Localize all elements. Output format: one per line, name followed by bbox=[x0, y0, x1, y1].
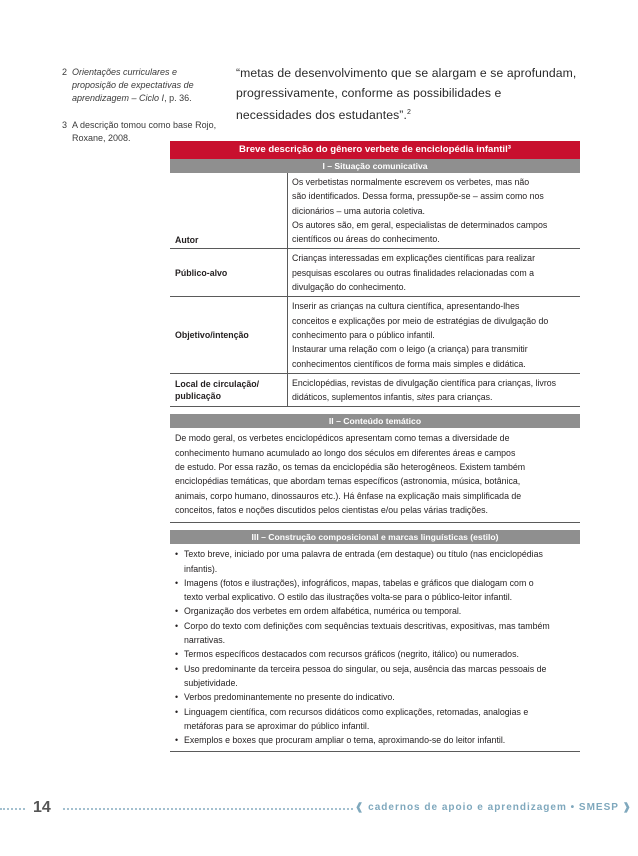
row-value bbox=[288, 249, 580, 296]
footnote-text: A descrição tomou como base Rojo, Roxane, 2008. bbox=[72, 120, 217, 143]
list-item: • Texto breve, iniciado por uma palavra de entrada (em destaque) ou título (nas enciclopédias infantis). bbox=[175, 547, 576, 576]
row-label bbox=[170, 374, 288, 407]
thematic-content-paragraph bbox=[170, 428, 580, 523]
row-line: dicionários – uma autoria coletiva. bbox=[292, 205, 426, 216]
row-label-line: publicação bbox=[175, 391, 221, 402]
row-line: Os verbetistas normalmente escrevem os verbetes, mas não bbox=[292, 177, 530, 187]
row-line: Inserir as crianças na cultura científica, apresentando-lhes bbox=[292, 301, 520, 312]
list-item: • Imagens (fotos e ilustrações), infográficos, mapas, tabelas e gráficos que dialogam com o texto verbal explicativo. O estilo das ilustrações volta-se para o público-leitor infantil. bbox=[175, 576, 576, 605]
footnote-2 bbox=[62, 66, 222, 105]
row-line: são identificados. Dessa forma, pressupõe-se – assim como nos bbox=[292, 191, 544, 202]
quote-text: “metas de desenvolvimento que se alargam e se aprofundam, progressivamente, conforme as possibilidades e necessidades dos estudantes”. bbox=[236, 66, 577, 123]
footnote-number: 3 bbox=[62, 120, 68, 130]
paragraph-line: conhecimento humano acumulado ao longo dos séculos em diferentes áreas e campos bbox=[175, 447, 516, 458]
row-text: para crianças. bbox=[434, 392, 493, 403]
section-header-communicative: I – Situação comunicativa bbox=[170, 159, 580, 173]
table-row bbox=[170, 173, 580, 249]
composition-bullet-list bbox=[170, 544, 580, 752]
quote-footnote-ref: 2 bbox=[406, 109, 411, 116]
list-item: • Corpo do texto com definições com sequências textuais descritivas, expositivas, mas também narrativas. bbox=[175, 619, 576, 648]
paragraph-line: enciclopédias temáticas, que abordam temas específicos (astronomia, música, botânica, bbox=[175, 476, 521, 487]
row-value bbox=[288, 374, 580, 407]
page-number: 14 bbox=[33, 799, 51, 816]
section-header-thematic: II – Conteúdo temático bbox=[170, 414, 580, 428]
page-footer bbox=[0, 798, 638, 818]
row-line: conhecimento para o público infantil. bbox=[292, 329, 435, 340]
row-line: conceitos e explicações por meio de estratégias de divulgação do bbox=[292, 315, 549, 326]
section-header-composition: III – Construção composicional e marcas linguísticas (estilo) bbox=[170, 530, 580, 544]
series-brand: ❰ cadernos de apoio e aprendizagem • SMESP ❱ bbox=[355, 802, 632, 813]
footer-dotted-rule bbox=[63, 808, 353, 810]
row-line: Os autores são, em geral, especialistas de determinados campos bbox=[292, 219, 548, 230]
row-label-line: Local de circulação/ bbox=[175, 379, 260, 390]
row-line: pesquisas escolares ou outras finalidades relacionadas com a bbox=[292, 267, 535, 278]
table-row bbox=[170, 297, 580, 373]
row-value bbox=[288, 173, 580, 248]
row-line: Instaurar uma relação com o leigo (a criança) para transmitir bbox=[292, 344, 528, 355]
row-label: Objetivo/intenção bbox=[170, 297, 288, 372]
row-line bbox=[292, 390, 576, 404]
footnote-text: Orientações curriculares e proposição de expectativas de aprendizagem – Ciclo I bbox=[72, 67, 194, 103]
row-line: Crianças interessadas em explicações científicas para realizar bbox=[292, 253, 536, 264]
footnote-number: 2 bbox=[62, 67, 68, 77]
list-item: • Organização dos verbetes em ordem alfabética, numérica ou temporal. bbox=[175, 604, 576, 618]
list-item: • Termos específicos destacados com recursos gráficos (negrito, itálico) ou numerados. bbox=[175, 647, 576, 661]
row-line: científicos ou áreas do conhecimento. bbox=[292, 234, 440, 245]
table-row bbox=[170, 374, 580, 408]
footer-dotted-rule bbox=[0, 808, 25, 810]
genre-description-table bbox=[170, 141, 580, 752]
row-value bbox=[288, 297, 580, 372]
footnote-tail: , p. 36. bbox=[164, 93, 192, 103]
table-title: Breve descrição do gênero verbete de enciclopédia infantil³ bbox=[170, 141, 580, 159]
row-label: Público-alvo bbox=[170, 249, 288, 296]
table-row bbox=[170, 249, 580, 297]
row-line: Enciclopédias, revistas de divulgação científica para crianças, livros bbox=[292, 377, 557, 388]
quote-paragraph bbox=[236, 63, 579, 125]
row-line: conhecimentos científicos de forma mais simples e didática. bbox=[292, 358, 526, 369]
paragraph-line: de estudo. Por essa razão, os temas da enciclopédia são heterogêneos. Existem também bbox=[175, 462, 526, 473]
list-item: • Uso predominante da terceira pessoa do singular, ou seja, ausência das marcas pessoais de subjetividade. bbox=[175, 662, 576, 691]
row-text: didáticos, suplementos infantis, bbox=[292, 392, 417, 403]
list-item: • Exemplos e boxes que procuram ampliar o tema, aproximando-se do leitor infantil. bbox=[175, 733, 576, 747]
paragraph-line: conceitos, fatos e noções discutidos pelos cientistas e/ou pelas várias tradições. bbox=[175, 504, 488, 515]
paragraph-line: animais, corpo humano, dinossauros etc.). Há ênfase na explicação mais simplificada de bbox=[175, 490, 522, 501]
paragraph-line: De modo geral, os verbetes enciclopédicos apresentam como temas a diversidade de bbox=[175, 433, 510, 444]
list-item: • Verbos predominantemente no presente do indicativo. bbox=[175, 690, 576, 704]
row-emphasis: sites bbox=[416, 392, 435, 403]
row-label: Autor bbox=[170, 173, 288, 248]
list-item: • Linguagem científica, com recursos didáticos como explicações, retomadas, analogias e metáforas para se aproximar do público infantil. bbox=[175, 705, 576, 734]
row-line: divulgação do conhecimento. bbox=[292, 282, 406, 293]
